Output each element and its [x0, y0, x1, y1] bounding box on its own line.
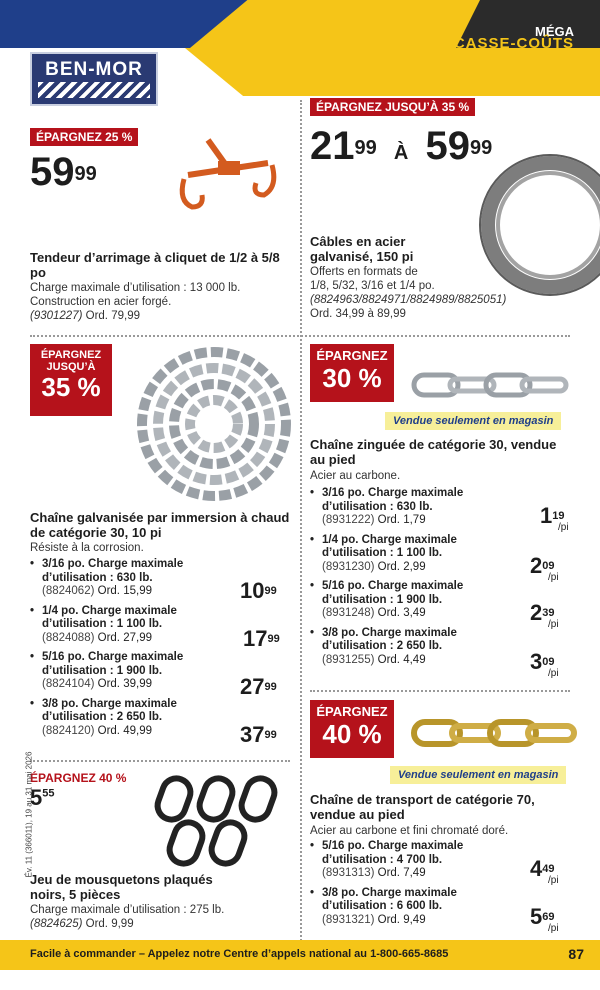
list-item: • 3/8 po. Charge maximale d’utilisation : 2 650 lb. (8931255) Ord. 4,49 — [310, 627, 510, 668]
product-title: Jeu de mousquetons plaqués noirs, 5 pièces — [30, 872, 213, 902]
sku: (8824625) — [30, 918, 83, 930]
price: $17^{99}$ — [243, 626, 280, 651]
price: $27^{99}$ — [240, 674, 277, 699]
size-list — [310, 840, 510, 933]
product-spec: Résiste à la corrosion. — [30, 542, 144, 554]
save-badge: ÉPARGNEZ 30 % — [310, 344, 394, 402]
row-divider — [310, 690, 570, 692]
size-list — [30, 558, 230, 744]
list-item: • 3/8 po. Charge maximale d’utilisation : 6 600 lb. (8931321) Ord. 9,49 — [310, 887, 510, 928]
list-item: • 3/8 po. Charge maximale d’utilisation : 2 650 lb. (8824120) Ord. 49,99 — [30, 698, 230, 739]
price: $2^{39}$ /pi — [530, 600, 559, 630]
product-title: Câbles en acier galvanisé, 150 pi — [310, 234, 414, 264]
carabiners-image — [150, 772, 290, 872]
save-badge: ÉPARGNEZ 25 % — [30, 128, 138, 146]
regular-price: Ord. 9,99 — [85, 918, 134, 930]
footer-bar — [0, 940, 600, 970]
size-list — [310, 487, 510, 673]
price: $5^{55}$ — [30, 785, 55, 810]
list-item: • 3/16 po. Charge maximale d’utilisation : 630 lb. (8824062) Ord. 15,99 — [30, 558, 230, 599]
price: $3^{09}$ /pi — [530, 649, 559, 679]
edition-note: Év. 11 (366011), 19 au 31 mai 2026 — [24, 751, 34, 878]
price: $1^{19}$ /pi — [540, 503, 569, 533]
product-spec: Acier au carbone et fini chromaté doré. — [310, 825, 509, 837]
product-spec: Acier au carbone. — [310, 470, 401, 482]
store-only-note: Vendue seulement en magasin — [385, 412, 561, 430]
list-item: • 5/16 po. Charge maximale d’utilisation : 1 900 lb. (8824104) Ord. 39,99 — [30, 651, 230, 692]
zinc-chain-image — [410, 365, 590, 405]
mega-badge: MÉGA CASSE-COÛTS — [453, 24, 574, 48]
product-title: Tendeur d’arrimage à cliquet de 1/2 à 5/8 po — [30, 250, 280, 280]
price: $4^{49}$ /pi — [530, 856, 559, 886]
product-spec: Construction en acier forgé. — [30, 296, 172, 308]
list-item: • 3/16 po. Charge maximale d’utilisation : 630 lb. (8931222) Ord. 1,79 — [310, 487, 510, 528]
save-badge: ÉPARGNEZ 40 % — [310, 700, 394, 758]
price: $5^{69}$ /pi — [530, 904, 559, 934]
transport-chain-image — [410, 710, 590, 754]
save-badge: ÉPARGNEZ 40 % — [30, 771, 127, 785]
regular-price: Ord. 79,99 — [85, 310, 140, 322]
header-banner — [0, 0, 600, 48]
list-item: • 5/16 po. Charge maximale d’utilisation : 1 900 lb. (8931248) Ord. 3,49 — [310, 580, 510, 621]
list-item: • 1/4 po. Charge maximale d’utilisation : 1 100 lb. (8824088) Ord. 27,99 — [30, 605, 230, 646]
product-title: Chaîne galvanisée par immersion à chaud de catégorie 30, 10 pi — [30, 510, 290, 540]
list-item: • 1/4 po. Charge maximale d’utilisation : 1 100 lb. (8931230) Ord. 2,99 — [310, 534, 510, 575]
product-spec: Charge maximale d’utilisation : 13 000 lb. — [30, 282, 241, 294]
sku: (9301227) — [30, 310, 83, 322]
product-spec: 1/8, 5/32, 3/16 et 1/4 po. — [310, 280, 435, 292]
price: $2^{09}$ /pi — [530, 553, 559, 583]
footer-text: Facile à commander – Appelez notre Centre d’appels national au 1-800-665-8685 — [30, 948, 449, 960]
store-only-note: Vendue seulement en magasin — [390, 766, 566, 784]
regular-price: Ord. 34,99 à 89,99 — [310, 308, 406, 320]
price: $59^{99}$ — [30, 150, 97, 194]
list-item: • 5/16 po. Charge maximale d’utilisation : 4 700 lb. (8931313) Ord. 7,49 — [310, 840, 510, 881]
brand-logo: BEN-MOR — [30, 52, 158, 106]
sku: (8824963/8824971/8824989/8825051) — [310, 294, 507, 306]
save-badge: ÉPARGNEZ JUSQU’À 35 % — [310, 98, 475, 116]
page-number: 87 — [568, 946, 584, 962]
product-spec: Offerts en formats de — [310, 266, 418, 278]
price: $37^{99}$ — [240, 722, 277, 747]
product-title: Chaîne de transport de catégorie 70, vendue au pied — [310, 792, 535, 822]
product-title: Chaîne zinguée de catégorie 30, vendue au pied — [310, 437, 557, 467]
column-divider — [300, 100, 302, 945]
row-divider — [30, 335, 570, 337]
price-range: $21^{99}$ À $59^{99}$ — [310, 124, 493, 168]
ratchet-binder-image — [168, 135, 288, 215]
galvanized-chain-image — [130, 340, 298, 508]
save-badge: ÉPARGNEZ JUSQU’À 35 % — [30, 344, 112, 416]
price: $10^{99}$ — [240, 578, 277, 603]
row-divider — [30, 760, 290, 762]
product-spec: Charge maximale d’utilisation : 275 lb. — [30, 904, 225, 916]
